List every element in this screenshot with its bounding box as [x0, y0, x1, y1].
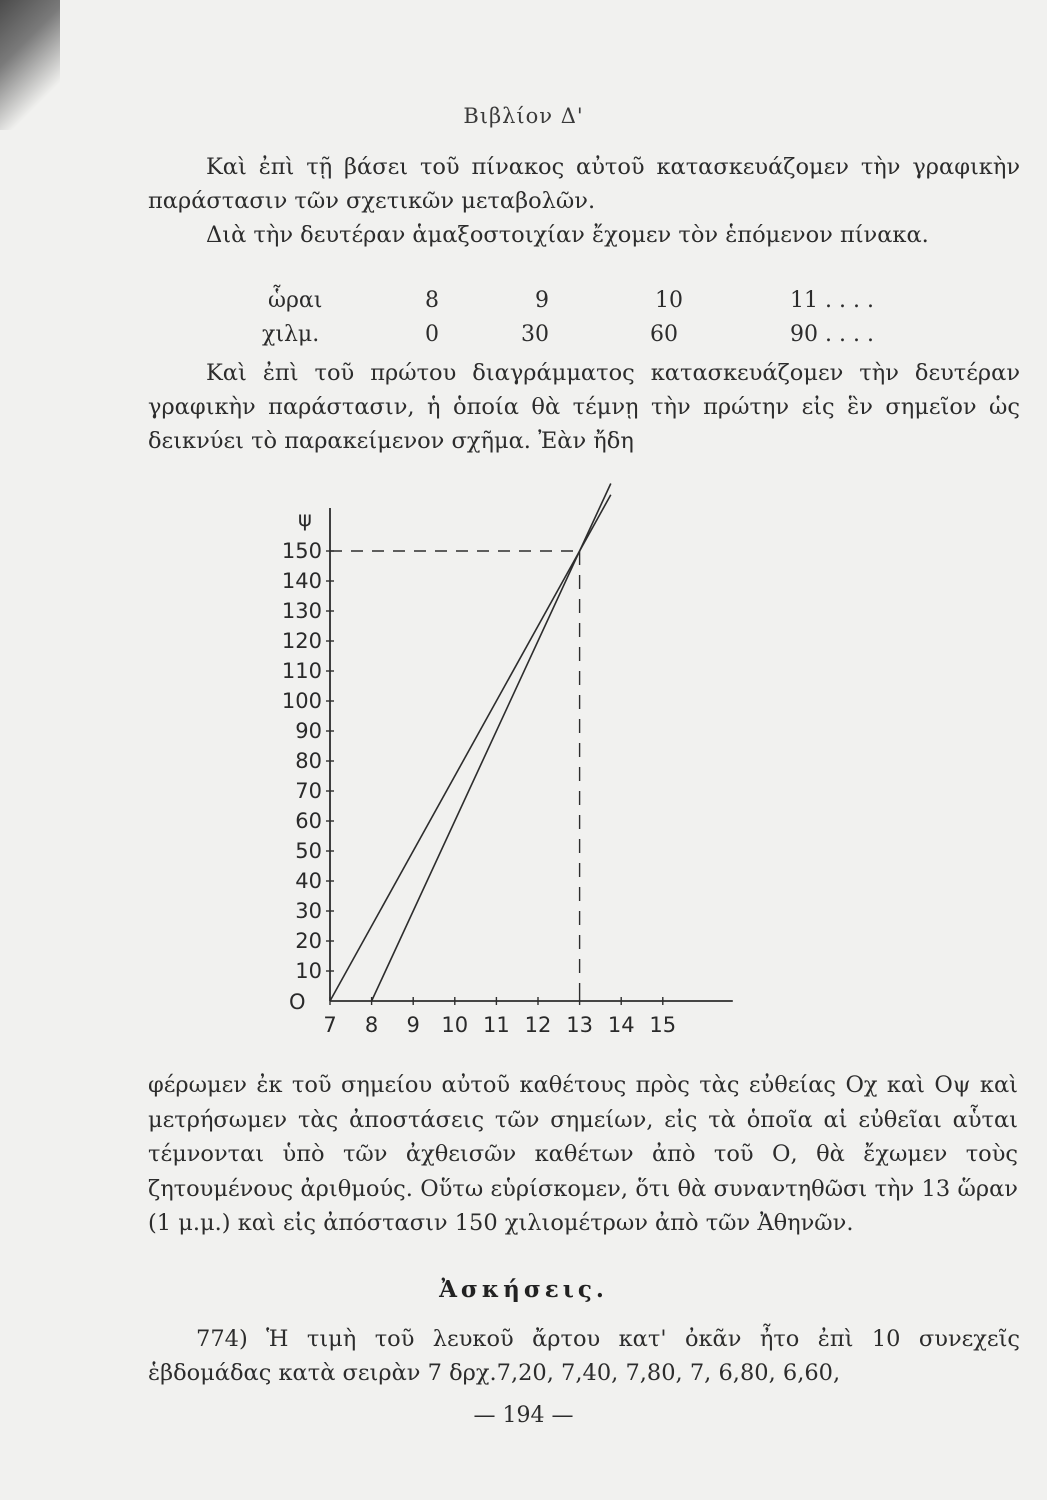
series-line-first-train [330, 495, 611, 1001]
x-tick-label: 7 [323, 1013, 337, 1037]
page-number: — 194 — [473, 1403, 574, 1428]
y-tick-label: 150 [281, 539, 322, 563]
time-distance-graph [270, 480, 830, 1060]
y-tick-label: 80 [295, 749, 322, 773]
table-row2-cell: 90 . . . . [790, 322, 874, 347]
paragraph-3: Καὶ ἐπὶ τοῦ πρώτου διαγράμματος κατασκευάζομεν τὴν δευτέραν γραφικὴν παράστασιν, ἡ ὁποία θὰ τέμνῃ τὴν πρώτην εἰς ἓν σημεῖον ὡς δεικνύει τὸ παρακείμενον σχῆμα. Ἐὰν ἤδη [148, 360, 1020, 454]
y-tick-label: 20 [295, 929, 322, 953]
x-tick-label: 11 [483, 1013, 510, 1037]
table-row2-cell: 60 [650, 322, 678, 347]
y-tick-label: 10 [295, 959, 322, 983]
table-row1-cell: 9 [535, 288, 549, 313]
paragraph-1: Καὶ ἐπὶ τῇ βάσει τοῦ πίνακος αὐτοῦ κατασκευάζομεν τὴν γραφικὴν παράστασιν τῶν σχετικῶν μεταβολῶν. [148, 154, 1020, 214]
y-tick-label: 40 [295, 869, 322, 893]
running-header: Βιβλίον Δ' [463, 104, 584, 128]
exercises-heading: Ἀσκήσεις. [439, 1276, 608, 1303]
origin-label: O [289, 990, 306, 1014]
x-tick-label: 15 [649, 1013, 677, 1037]
table-row1-label: ὧραι [268, 288, 323, 313]
table-row2-cell: 30 [521, 322, 549, 347]
exercise-774: 774) Ἡ τιμὴ τοῦ λευκοῦ ἄρτου κατ' ὀκᾶν ἦτο ἐπὶ 10 συνεχεῖς ἑβδομάδας κατὰ σειρὰν 7 δρχ.7,20, 7,40, 7,80, 7, 6,80, 6,60, [148, 1326, 1020, 1386]
table-row2-cell: 0 [425, 322, 439, 347]
y-tick-label: 90 [295, 719, 322, 743]
paragraph-4: φέρωμεν ἐκ τοῦ σημείου αὐτοῦ καθέτους πρὸς τὰς εὐθείας Οχ καὶ Οψ καὶ μετρήσωμεν τὰς ἀποστάσεις τῶν σημείων, εἰς τὰ ὁποῖα αἱ εὐθεῖαι αὗται τέμνονται ὑπὸ τῶν ἀχθεισῶν καθέτων ἀπὸ τοῦ Ο, θὰ ἔχωμεν τοὺς ζητουμένους ἀριθμούς. Οὕτω εὑρίσκομεν, ὅτι θὰ συναντηθῶσι τὴν 13 ὥραν (1 μ.μ.) καὶ εἰς ἀπόστασιν 150 χιλιομέτρων ἀπὸ τῶν Ἀθηνῶν. [148, 1072, 1018, 1236]
x-tick-label: 10 [441, 1013, 469, 1037]
y-tick-label: 50 [295, 839, 322, 863]
y-tick-label: 60 [295, 809, 322, 833]
table-row1-cell: 10 [655, 288, 683, 313]
y-tick-label: 70 [295, 779, 322, 803]
y-tick-label: 140 [281, 569, 322, 593]
y-tick-label: 100 [281, 689, 322, 713]
paragraph-2: Διὰ τὴν δευτέραν ἁμαξοστοιχίαν ἔχομεν τὸν ἑπόμενον πίνακα. [206, 222, 929, 248]
y-tick-label: 110 [281, 659, 322, 683]
y-tick-label: 130 [281, 599, 322, 623]
table-row2-label: χιλμ. [262, 322, 320, 347]
y-axis-label: ψ [298, 507, 312, 531]
x-tick-label: 13 [566, 1013, 593, 1037]
table-row1-cell: 8 [425, 288, 439, 313]
x-tick-label: 8 [364, 1013, 379, 1037]
y-tick-label: 120 [281, 629, 322, 653]
table-row1-cell: 11 . . . . [790, 288, 874, 313]
x-tick-label: 12 [524, 1013, 552, 1037]
y-tick-label: 30 [295, 899, 322, 923]
series-line-second-train [372, 484, 611, 1002]
x-tick-label: 9 [406, 1013, 420, 1037]
x-tick-label: 14 [607, 1013, 635, 1037]
